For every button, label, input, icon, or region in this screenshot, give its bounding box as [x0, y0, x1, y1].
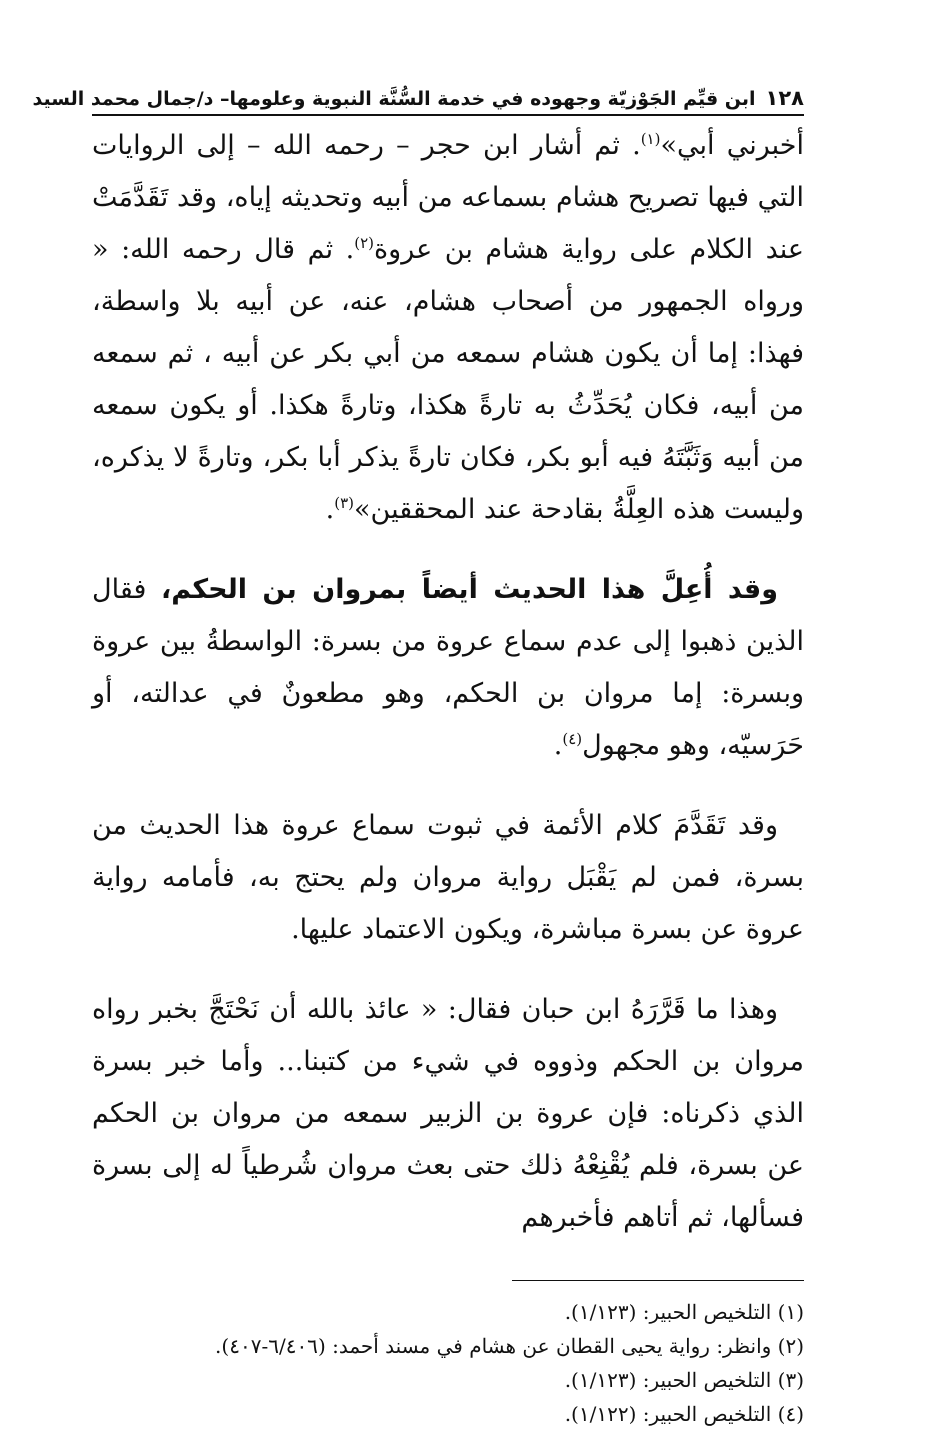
- footnote-3: (٣) التلخيص الحبير: (١/١٢٣).: [564, 1368, 804, 1392]
- footnote-divider: [512, 1280, 804, 1281]
- footnotes: [92, 1295, 804, 1431]
- text-run: .: [553, 730, 563, 761]
- footnote-ref-3[interactable]: (٣): [334, 494, 355, 512]
- book-page: [32, 86, 804, 1431]
- footnote-2: (٢) وانظر: رواية يحيى القطان عن هشام في مسند أحمد: (٦/٤٠٦-٤٠٧).: [215, 1334, 804, 1358]
- footnote-ref-4[interactable]: (٤): [562, 730, 583, 748]
- footnote-ref-2[interactable]: (٢): [354, 234, 375, 252]
- footnote-1: (١) التلخيص الحبير: (١/١٢٣).: [564, 1300, 804, 1324]
- paragraph-3: وقد تَقَدَّمَ كلام الأئمة في ثبوت سماع عروة هذا الحديث من بسرة، فمن لم يَقْبَل رواية مروان ولم يحتج به، فأمامه رواية عروة عن بسرة مباشرة، ويكون الاعتماد عليها.: [92, 810, 804, 945]
- running-header: [32, 86, 804, 116]
- body-text: [92, 120, 804, 1244]
- paragraph-2: [92, 564, 804, 772]
- footnote-ref-1[interactable]: (١): [640, 130, 661, 148]
- footnote-4: (٤) التلخيص الحبير: (١/١٢٢).: [564, 1402, 804, 1426]
- text-run: .: [325, 494, 335, 525]
- text-run: . ثم أشار ابن حجر – رحمه الله – إلى الروايات التي فيها تصريح هشام بسماعه من أبيه وتحديثه إياه، وقد تَقَدَّمَتْ عند الكلام على رواية هشام بن عروة: [92, 130, 804, 265]
- section-heading-inline: وقد أُعِلَّ هذا الحديث أيضاً بمروان بن الحكم،: [160, 574, 778, 605]
- text-run: أخبرني أبي»: [660, 130, 804, 161]
- paragraph-1: [92, 120, 804, 536]
- text-run: فقال الذين ذهبوا إلى عدم سماع عروة من بسرة: الواسطةُ بين عروة وبسرة: إما مروان بن الحكم، وهو مطعونٌ في عدالته، أو حَرَسيّه، وهو مجهول: [92, 574, 804, 761]
- page-number: ١٢٨: [765, 86, 804, 110]
- paragraph-4: وهذا ما قَرَّرَهُ ابن حبان فقال: « عائذ بالله أن نَحْتَجَّ بخبر رواه مروان بن الحكم وذووه في شيء من كتبنا... وأما خبر بسرة الذي ذكرناه: فإن عروة بن الزبير سمعه من مروان بن الحكم عن بسرة، فلم يُقْنِعْهُ ذلك حتى بعث مروان شُرطياً له إلى بسرة فسألها، ثم أتاهم فأخبرهم: [92, 994, 804, 1233]
- text-run: . ثم قال رحمه الله: « ورواه الجمهور من أصحاب هشام، عنه، عن أبيه بلا واسطة، فهذا: إما أن يكون هشام سمعه من أبي بكر عن أبيه ، ثم سمعه من أبيه، فكان يُحَدِّثُ به تارةً هكذا، وتارةً هكذا. أو يكون سمعه من أبيه وَثَبَّتَهُ فيه أبو بكر، فكان تارةً يذكر أبا بكر، وتارةً لا يذكره، وليست هذه العِلَّةُ بقادحة عند المحققين»: [92, 234, 804, 525]
- running-title: ابن قيِّم الجَوْزيّة وجهوده في خدمة السُّنَّة النبوية وعلومها– د/جمال محمد السيد: [32, 88, 756, 110]
